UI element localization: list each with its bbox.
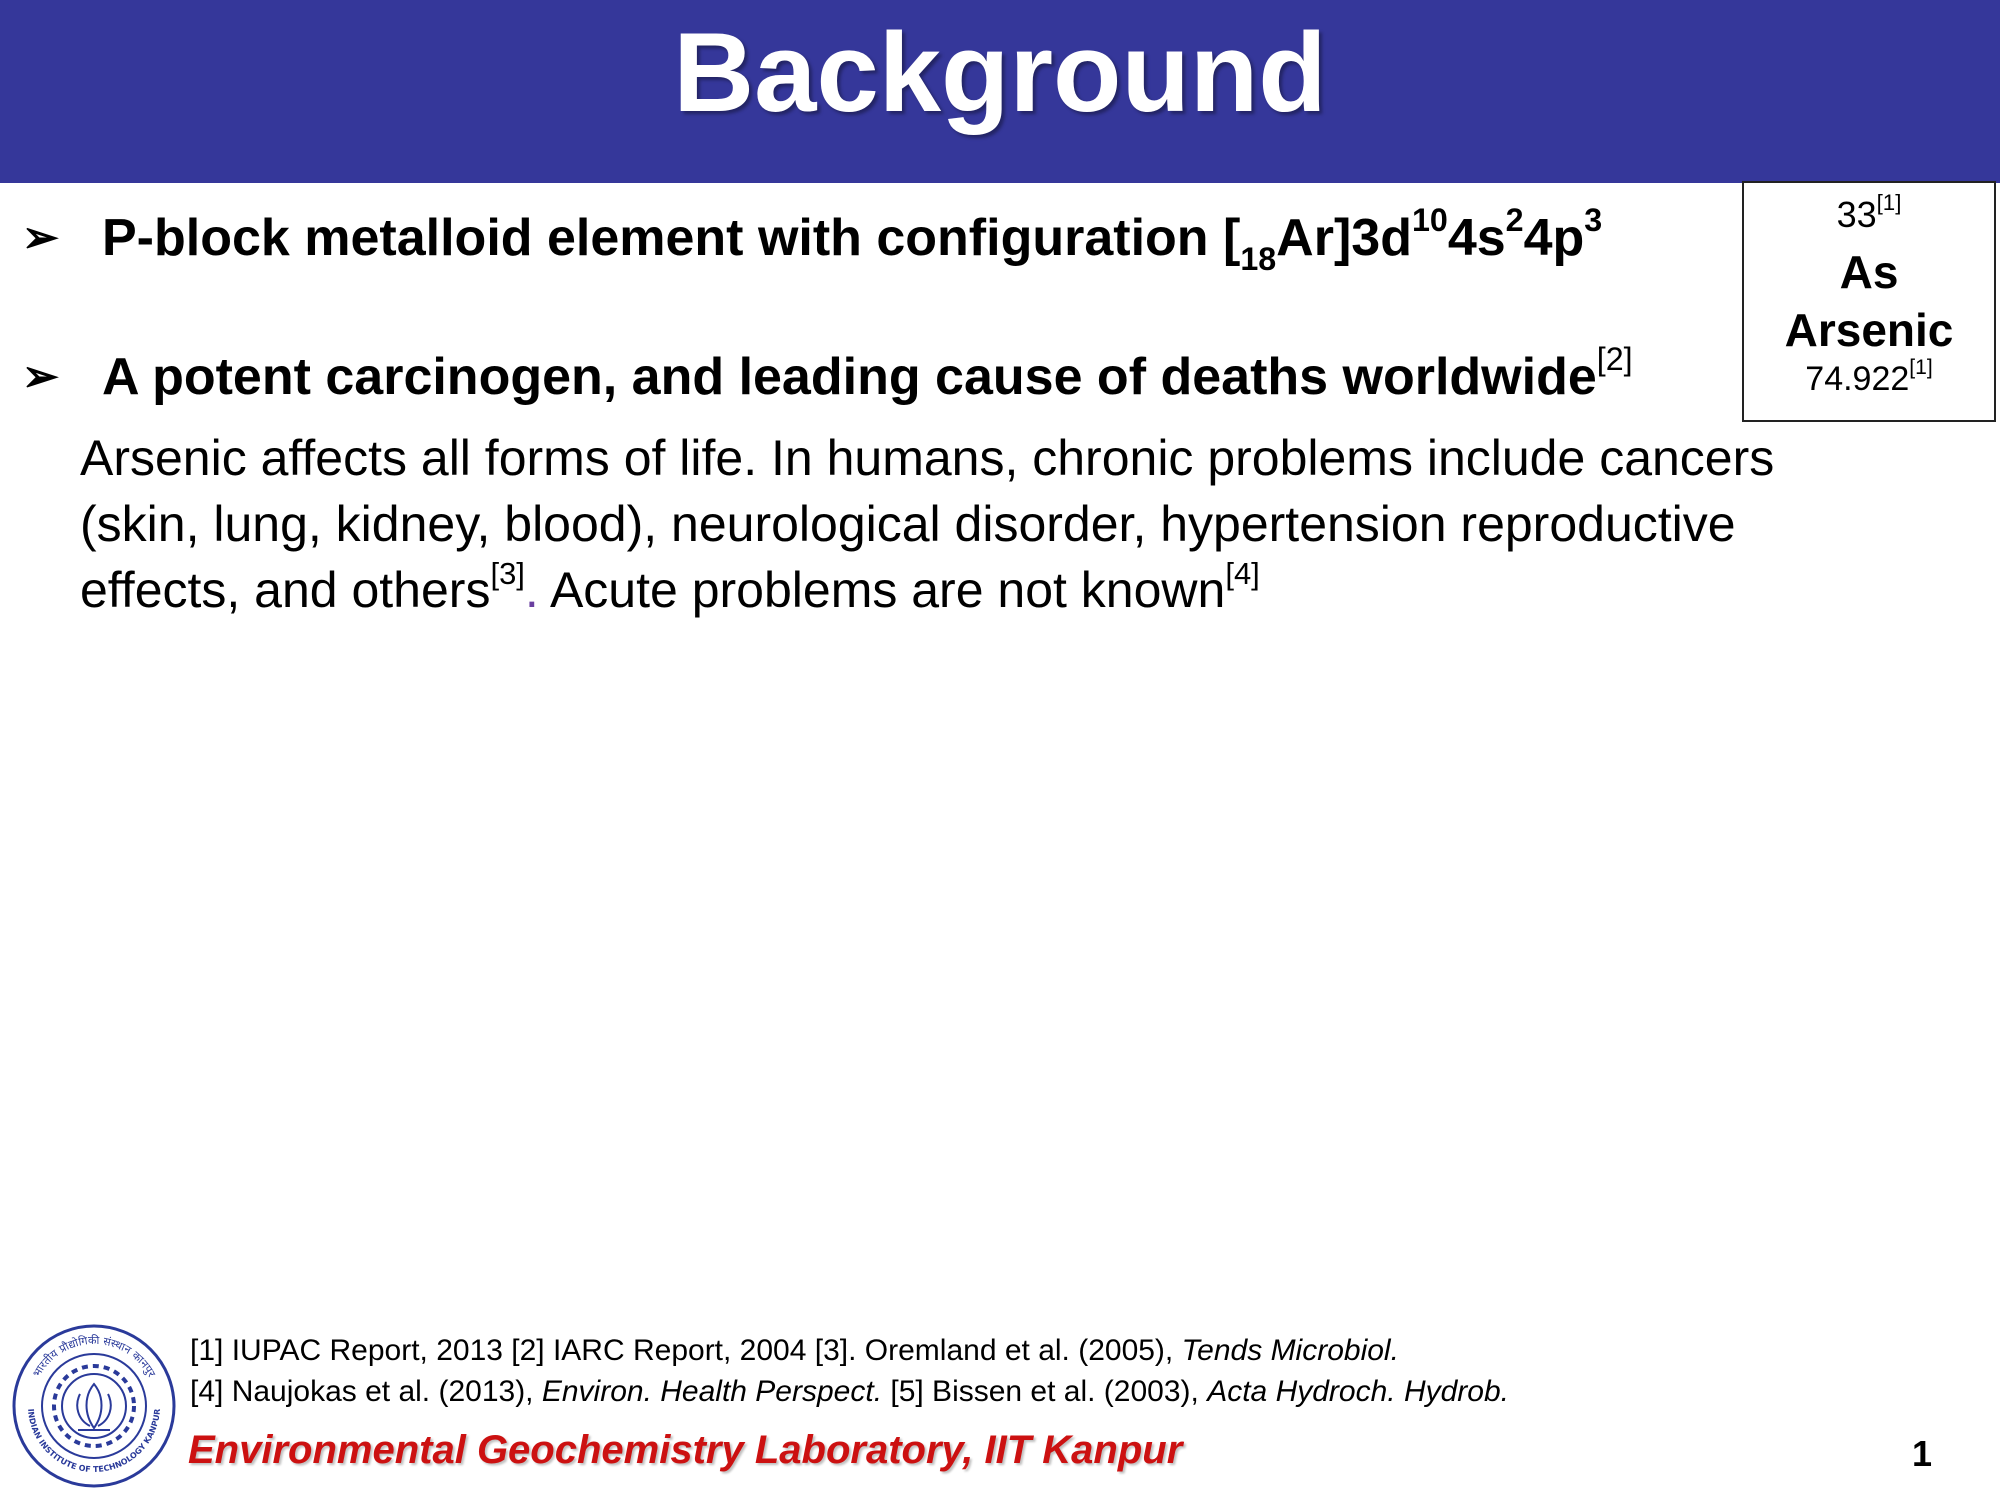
svg-text:भारतीय प्रौद्योगिकी संस्थान का: भारतीय प्रौद्योगिकी संस्थान कानपुर — [30, 1333, 159, 1380]
citation-ref: [2] — [1596, 340, 1633, 377]
title-bar — [0, 0, 2000, 183]
lab-name-footer: Environmental Geochemistry Laboratory, IIT Kanpur — [188, 1428, 1183, 1472]
periodic-element-card — [1742, 181, 1996, 422]
bullet-text: A potent carcinogen, and leading cause of deaths worldwide[2] — [102, 340, 1633, 406]
page-number: 1 — [1912, 1433, 1933, 1474]
arrow-bullet-icon: ➢ — [22, 352, 59, 401]
bullet-carcinogen — [22, 340, 1633, 409]
element-name: Arsenic — [1784, 304, 1954, 356]
bullet-text: P-block metalloid element with configuration $[_{18}Ar]3d^{10}4s^24p^3$ — [102, 201, 1603, 277]
svg-text:INDIAN INSTITUTE OF TECHNOLOGY: INDIAN INSTITUTE OF TECHNOLOGY KANPUR — [26, 1408, 162, 1475]
element-symbol: As — [1839, 246, 1899, 298]
reference-line-2: [4] Naujokas et al. (2013), Environ. Health Perspect. [5] Bissen et al. (2003), Acta Hydroch. Hydrob. — [190, 1375, 1509, 1408]
references — [190, 1330, 1509, 1412]
atomic-mass: 74.922[1] — [1805, 355, 1933, 398]
slide-title: Background — [673, 10, 1327, 135]
atomic-number: 33[1] — [1836, 189, 1902, 235]
reference-line-1: [1] IUPAC Report, 2013 [2] IARC Report, 2004 [3]. Oremland et al. (2005), Tends Microbiol. — [190, 1334, 1399, 1367]
arsenic-effects-paragraph: Arsenic affects all forms of life. In humans, chronic problems include cancers (skin, lung, kidney, blood), neurological disorder, hypertension reproductive effects, and others[3]. Acute problems are not known[4] — [80, 430, 1775, 618]
bullet-configuration — [22, 201, 1603, 277]
arrow-bullet-icon: ➢ — [22, 213, 59, 262]
iit-kanpur-logo-icon — [10, 1322, 178, 1490]
